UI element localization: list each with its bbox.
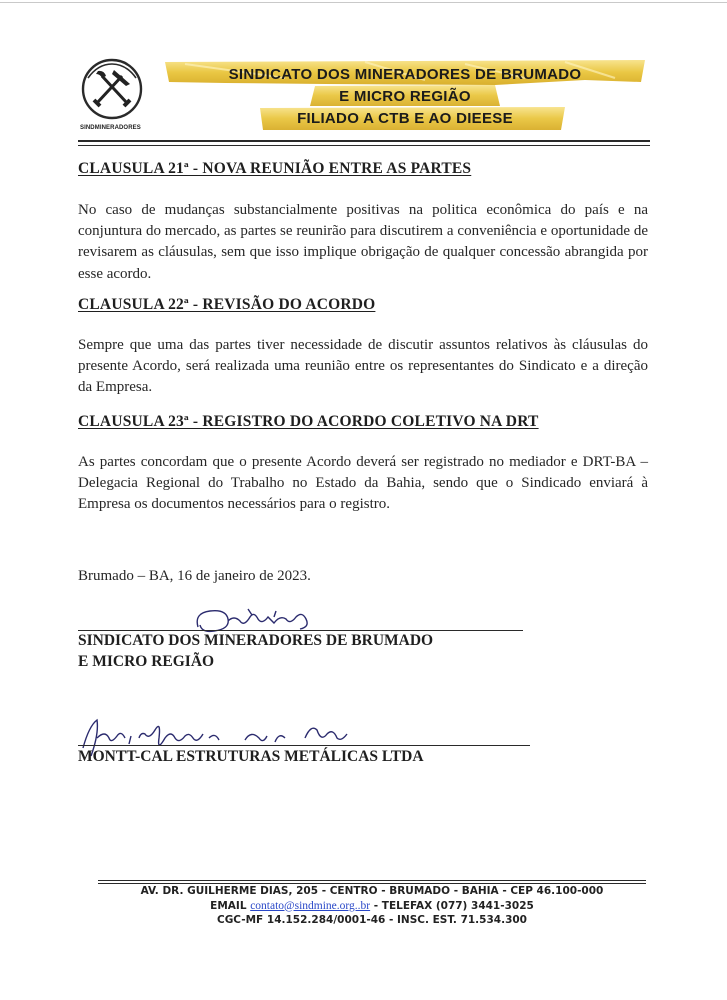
union-signatory-name-line2: E MICRO REGIÃO	[78, 653, 215, 670]
banner-subtitle: E MICRO REGIÃO	[339, 88, 471, 105]
union-logo-icon	[78, 56, 148, 122]
footer-divider	[98, 880, 646, 881]
header-divider	[78, 140, 650, 142]
union-signatory-name-line1: SINDICATO DOS MINERADORES DE BRUMADO	[78, 632, 434, 649]
clause-21-text: No caso de mudanças substancialmente positivas na politica econômica do país e na conjuntura do mercado, as partes se reunirão para discutirem a conveniência e oportunidade de revisarem as cláusulas, sem que isso implique obrigação de qualquer concessão abrangida por esse acordo.	[78, 202, 648, 282]
clause-23-text: As partes concordam que o presente Acordo deverá ser registrado no mediador e DRT-BA – Delegacia Regional do Trabalho no Estado da Bahia, sendo que o Sindicado enviará à Empresa os documentos necessários para o registro.	[78, 454, 648, 513]
footer-address: AV. DR. GUILHERME DIAS, 205 - CENTRO - BRUMADO - BAHIA - CEP 46.100-000	[140, 885, 604, 897]
footer-email-link[interactable]: contato@sindmine.org..br	[250, 899, 371, 912]
logo-caption: SINDMINERADORES	[80, 125, 141, 131]
banner-title: SINDICATO DOS MINERADORES DE BRUMADO	[228, 66, 582, 83]
scan-top-edge	[0, 2, 727, 3]
company-signatory-name: MONTT-CAL ESTRUTURAS METÁLICAS LTDA	[78, 748, 424, 765]
clause-23-title: CLAUSULA 23ª - REGISTRO DO ACORDO COLETIVO NA DRT	[78, 413, 539, 430]
header-divider-thin	[78, 145, 650, 146]
footer-address-block	[98, 884, 646, 928]
place-date: Brumado – BA, 16 de janeiro de 2023.	[78, 568, 311, 584]
clause-22-text: Sempre que uma das partes tiver necessidade de discutir assuntos relativos às cláusulas do presente Acordo, será realizada uma reunião entre os representantes do Sindicato e a direção da Empresa.	[78, 337, 648, 396]
footer-contact	[98, 899, 646, 914]
union-signatory-name	[78, 630, 433, 672]
clause-22-title: CLAUSULA 22ª - REVISÃO DO ACORDO	[78, 296, 376, 313]
footer-email-label: EMAIL	[210, 899, 247, 912]
footer-registration: CGC-MF 14.152.284/0001-46 - INSC. EST. 71.534.300	[216, 914, 527, 926]
clause-21-title: CLAUSULA 21ª - NOVA REUNIÃO ENTRE AS PARTES	[78, 160, 472, 177]
header-banner	[165, 58, 645, 132]
banner-affiliation: FILIADO A CTB E AO DIEESE	[297, 110, 513, 127]
footer-phone: - TELEFAX (077) 3441-3025	[373, 899, 534, 912]
